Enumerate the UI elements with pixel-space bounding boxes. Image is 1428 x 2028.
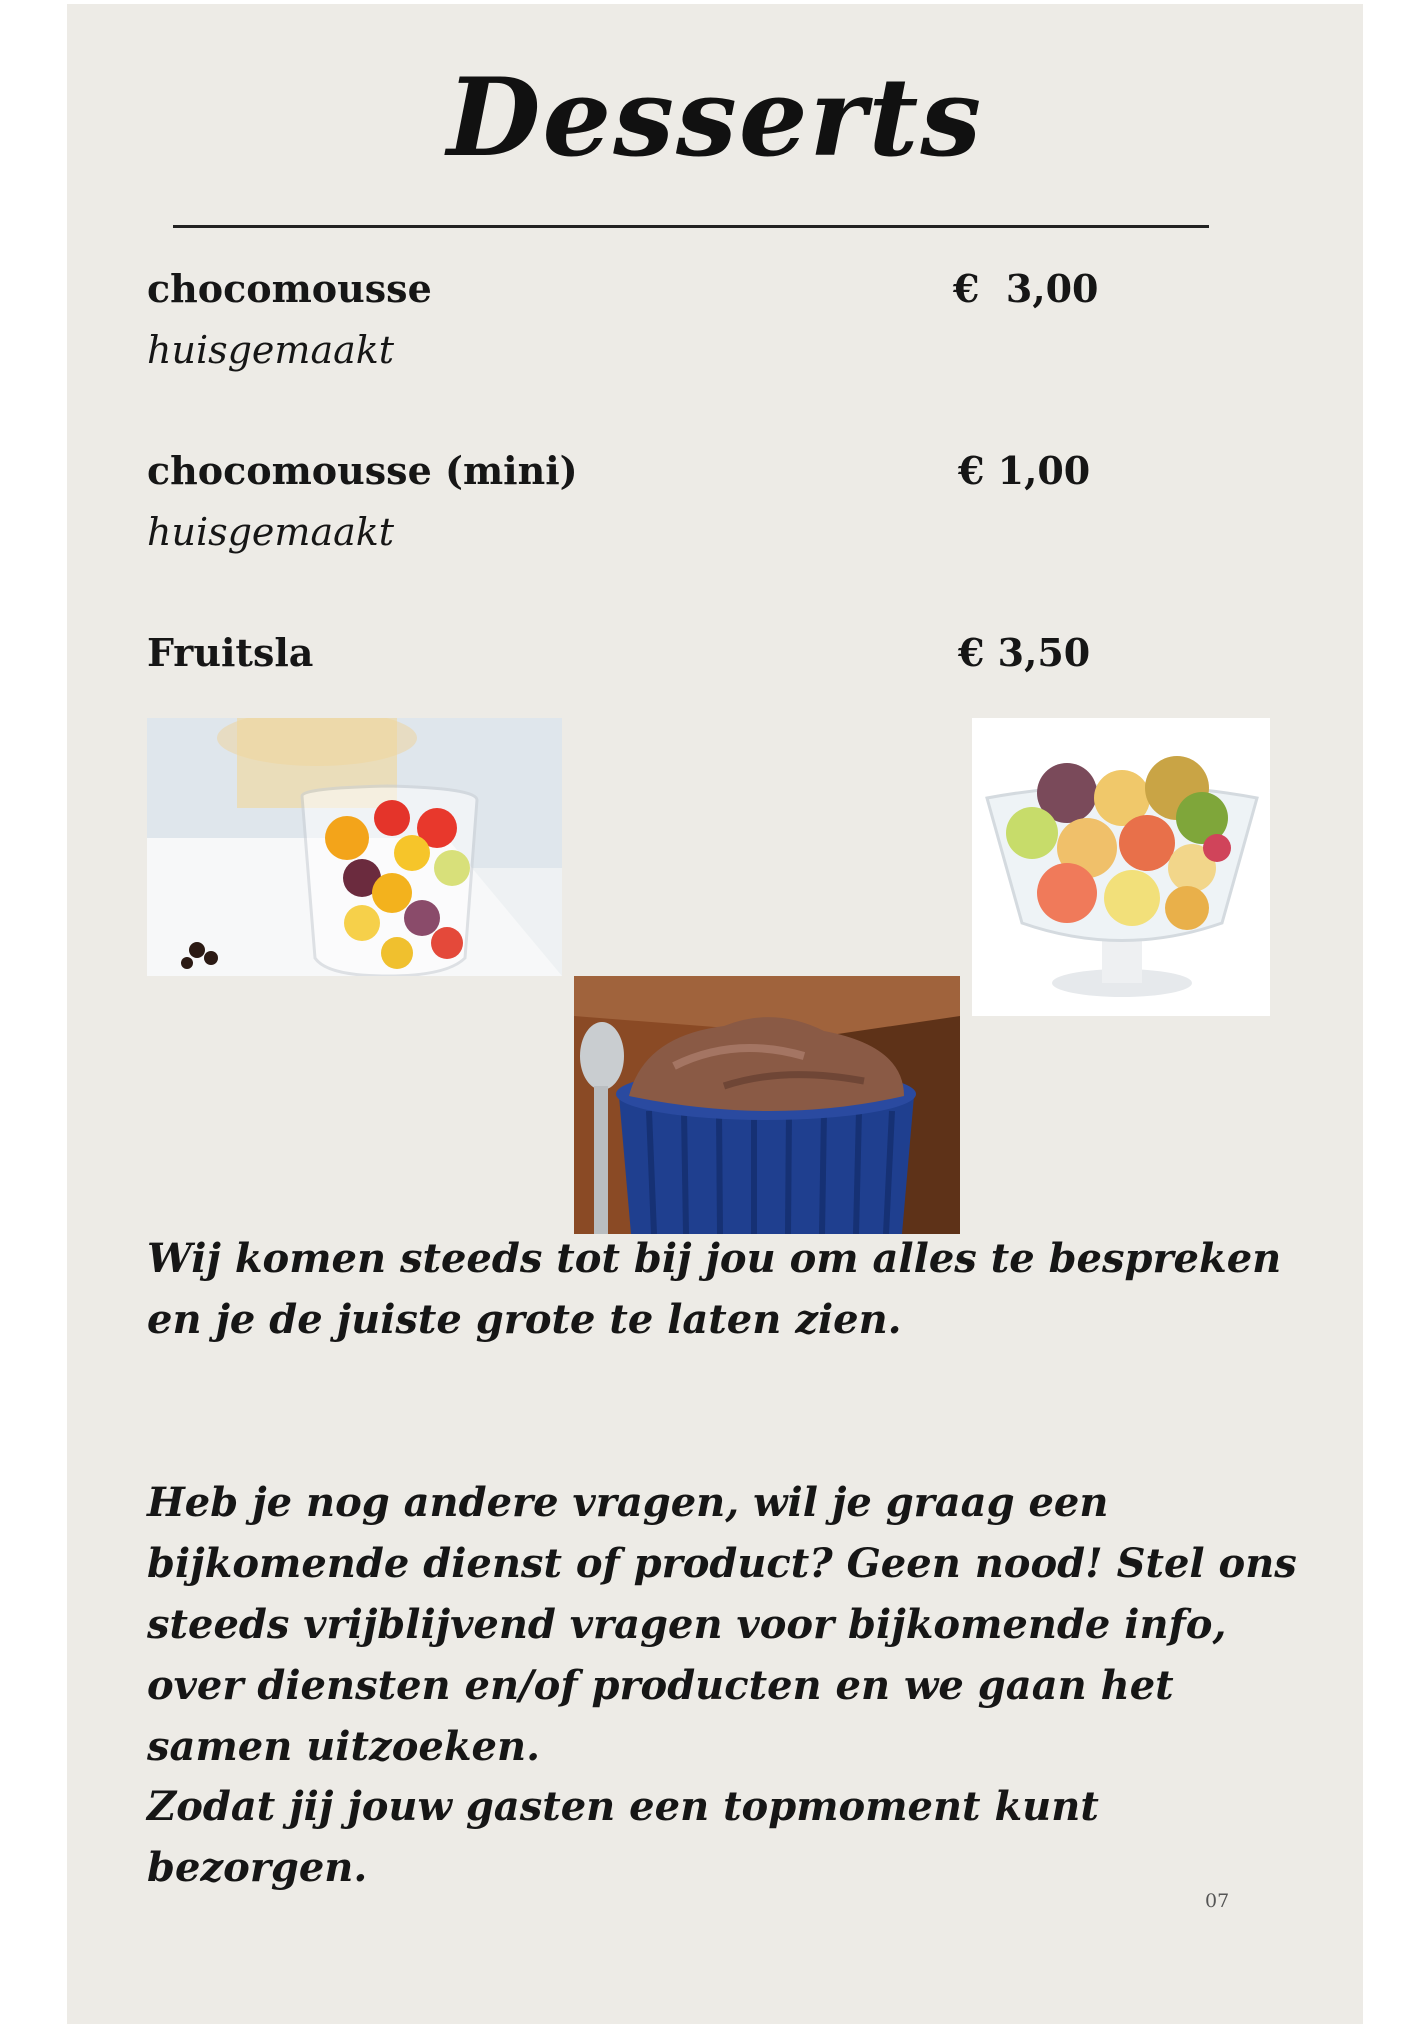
menu-item-description: huisgemaakt [147, 327, 395, 372]
fruit-salad-glasses-photo [147, 718, 562, 976]
info-paragraph-2: Heb je nog andere vragen, wil je graag een bijkomende dienst of product? Geen nood! Stel ons steeds vrijblijvend vragen voor bijkomende info, over diensten en/of producten en we gaan het samen uitzoeken. [147, 1479, 1297, 1770]
chocolate-mousse-bowl-photo [574, 976, 960, 1234]
menu-item-name: chocomousse [147, 266, 432, 311]
title-divider [173, 225, 1209, 228]
info-paragraph-1: Wij komen steeds tot bij jou om alles te bespreken en je de juiste grote te laten zien. [147, 1235, 1282, 1343]
menu-item-fruitsla [147, 630, 1267, 676]
menu-item-chocomousse-mini [147, 448, 1267, 555]
menu-item-price: € 3,50 [958, 630, 1091, 675]
menu-item-price: € 1,00 [958, 448, 1091, 493]
menu-item-name: Fruitsla [147, 630, 314, 675]
menu-item-price: € 3,00 [953, 266, 1099, 311]
menu-page [67, 4, 1363, 2024]
page-number: 07 [1205, 1890, 1230, 1912]
menu-item-name: chocomousse (mini) [147, 448, 578, 493]
info-paragraph-3: Zodat jij jouw gasten een topmoment kunt bezorgen. [147, 1783, 1099, 1891]
menu-item-description: huisgemaakt [147, 509, 395, 554]
page-title: Desserts [446, 55, 984, 181]
fruit-salad-cup-photo [972, 718, 1270, 1016]
menu-item-chocomousse [147, 266, 1267, 373]
